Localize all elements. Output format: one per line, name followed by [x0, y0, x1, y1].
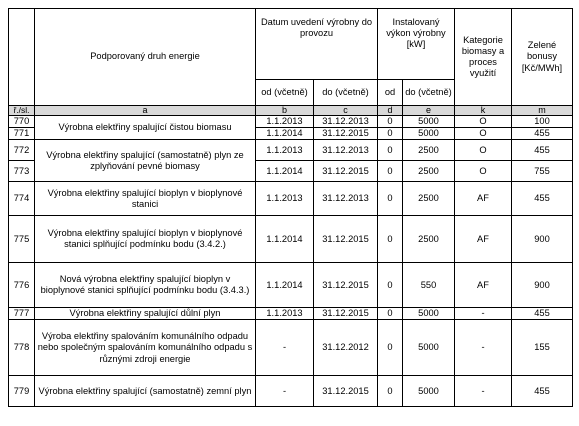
header-druh: Podporovaný druh energie	[35, 9, 256, 106]
cell-vykon-do: 550	[403, 263, 455, 308]
header-do: do (včetně)	[403, 80, 455, 106]
row-description: Výrobna elektřiny spalující (samostatně) zemní plyn	[35, 376, 256, 407]
cell-kategorie: O	[455, 140, 512, 161]
letter-b: b	[256, 106, 314, 116]
header-datum: Datum uvedení výrobny do provozu	[256, 9, 378, 80]
cell-vykon-do: 2500	[403, 140, 455, 161]
cell-kategorie: -	[455, 308, 512, 320]
cell-do: 31.12.2012	[314, 320, 378, 376]
letter-d: d	[378, 106, 403, 116]
cell-kategorie: AF	[455, 216, 512, 263]
cell-kategorie: -	[455, 376, 512, 407]
cell-bonus: 455	[512, 376, 573, 407]
cell-vykon-do: 2500	[403, 182, 455, 216]
cell-vykon-do: 2500	[403, 216, 455, 263]
cell-vykon-od: 0	[378, 263, 403, 308]
row-description: Výroba elektřiny spalováním komunálního odpadu nebo společným spalováním komunálního odpadu s různými zdroji energie	[35, 320, 256, 376]
row-description: Výrobna elektřiny spalující čistou biomasu	[35, 116, 256, 140]
letter-m: m	[512, 106, 573, 116]
cell-od: 1.1.2013	[256, 182, 314, 216]
cell-do: 31.12.2015	[314, 263, 378, 308]
cell-bonus: 455	[512, 140, 573, 161]
header-od-vcetne: od (včetně)	[256, 80, 314, 106]
table-row	[9, 216, 573, 263]
cell-kategorie: -	[455, 320, 512, 376]
row-number: 777	[9, 308, 35, 320]
header-bonus: Zelené bonusy [Kč/MWh]	[512, 9, 573, 106]
cell-do: 31.12.2013	[314, 116, 378, 128]
letter-a: a	[35, 106, 256, 116]
cell-od: 1.1.2014	[256, 128, 314, 140]
cell-vykon-do: 5000	[403, 320, 455, 376]
cell-vykon-od: 0	[378, 320, 403, 376]
cell-vykon-od: 0	[378, 182, 403, 216]
cell-bonus: 900	[512, 216, 573, 263]
cell-do: 31.12.2015	[314, 376, 378, 407]
header-vykon: Instalovaný výkon výrobny [kW]	[378, 9, 455, 80]
letter-e: e	[403, 106, 455, 116]
cell-kategorie: O	[455, 116, 512, 128]
cell-bonus: 455	[512, 308, 573, 320]
header-do-vcetne: do (včetně)	[314, 80, 378, 106]
cell-bonus: 755	[512, 161, 573, 182]
cell-vykon-od: 0	[378, 308, 403, 320]
row-description: Výrobna elektřiny spalující (samostatně) plyn ze zplyňování pevné biomasy	[35, 140, 256, 182]
cell-kategorie: AF	[455, 263, 512, 308]
header-corner	[9, 9, 35, 106]
cell-vykon-do: 2500	[403, 161, 455, 182]
letter-rc: ř./sl.	[9, 106, 35, 116]
cell-od: 1.1.2014	[256, 216, 314, 263]
row-number: 775	[9, 216, 35, 263]
cell-vykon-od: 0	[378, 161, 403, 182]
row-description: Výrobna elektřiny spalující bioplyn v bioplynové stanici	[35, 182, 256, 216]
cell-vykon-od: 0	[378, 376, 403, 407]
cell-od: 1.1.2013	[256, 116, 314, 128]
table-row	[9, 263, 573, 308]
table-row	[9, 140, 573, 161]
row-number: 771	[9, 128, 35, 140]
cell-do: 31.12.2015	[314, 216, 378, 263]
cell-od: 1.1.2013	[256, 308, 314, 320]
letter-c: c	[314, 106, 378, 116]
cell-bonus: 100	[512, 116, 573, 128]
cell-vykon-od: 0	[378, 216, 403, 263]
cell-bonus: 900	[512, 263, 573, 308]
row-number: 772	[9, 140, 35, 161]
row-number: 778	[9, 320, 35, 376]
header-kategorie: Kategorie biomasy a proces využití	[455, 9, 512, 106]
table-row	[9, 182, 573, 216]
row-description: Výrobna elektřiny spalující důlní plyn	[35, 308, 256, 320]
row-number: 770	[9, 116, 35, 128]
cell-vykon-do: 5000	[403, 116, 455, 128]
cell-vykon-do: 5000	[403, 376, 455, 407]
table-row	[9, 116, 573, 128]
table-row	[9, 308, 573, 320]
letter-k: k	[455, 106, 512, 116]
cell-vykon-do: 5000	[403, 308, 455, 320]
cell-vykon-do: 5000	[403, 128, 455, 140]
cell-od: 1.1.2013	[256, 140, 314, 161]
cell-od: 1.1.2014	[256, 161, 314, 182]
table-row	[9, 320, 573, 376]
cell-kategorie: O	[455, 161, 512, 182]
support-table	[8, 8, 573, 407]
header-od: od	[378, 80, 403, 106]
cell-do: 31.12.2015	[314, 161, 378, 182]
cell-od: -	[256, 320, 314, 376]
cell-do: 31.12.2015	[314, 308, 378, 320]
cell-vykon-od: 0	[378, 140, 403, 161]
row-number: 773	[9, 161, 35, 182]
cell-do: 31.12.2015	[314, 128, 378, 140]
row-description: Výrobna elektřiny spalující bioplyn v bioplynové stanici splňující podmínku bodu (3.4.2.)	[35, 216, 256, 263]
row-number: 776	[9, 263, 35, 308]
cell-kategorie: O	[455, 128, 512, 140]
cell-kategorie: AF	[455, 182, 512, 216]
cell-od: 1.1.2014	[256, 263, 314, 308]
cell-vykon-od: 0	[378, 116, 403, 128]
cell-do: 31.12.2013	[314, 182, 378, 216]
row-number: 774	[9, 182, 35, 216]
cell-vykon-od: 0	[378, 128, 403, 140]
cell-bonus: 455	[512, 182, 573, 216]
cell-bonus: 155	[512, 320, 573, 376]
row-description: Nová výrobna elektřiny spalující bioplyn v bioplynové stanici splňující podmínku bodu (3.4.3.)	[35, 263, 256, 308]
cell-od: -	[256, 376, 314, 407]
cell-bonus: 455	[512, 128, 573, 140]
table-row	[9, 376, 573, 407]
cell-do: 31.12.2013	[314, 140, 378, 161]
row-number: 779	[9, 376, 35, 407]
